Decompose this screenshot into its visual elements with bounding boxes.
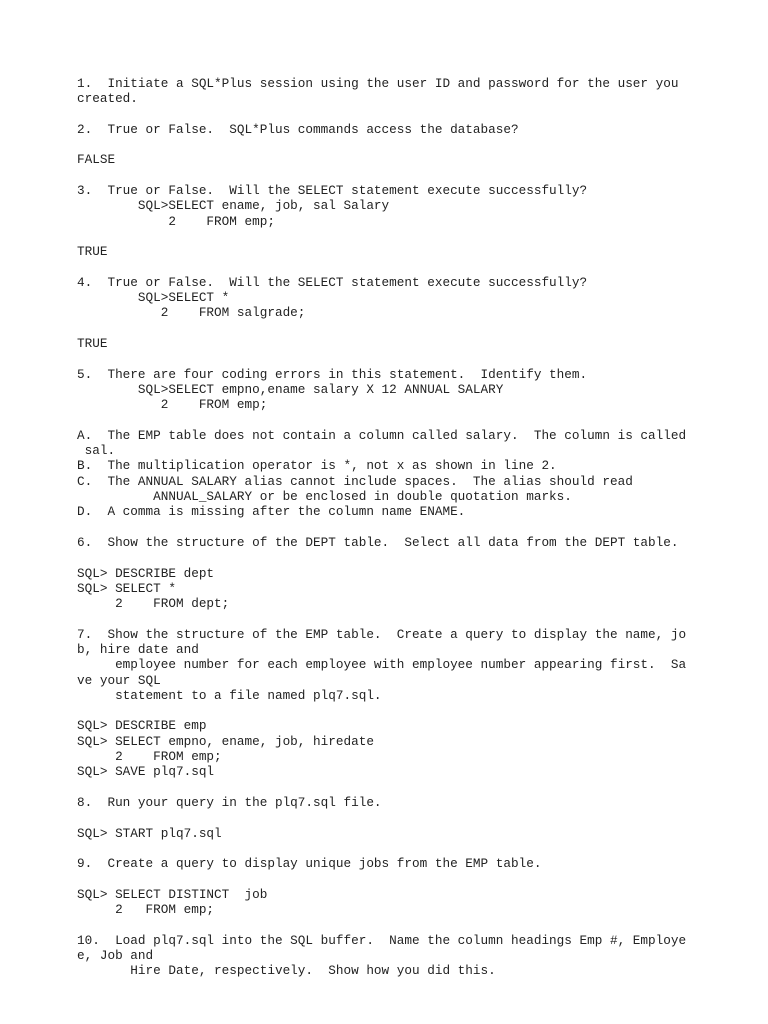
text-line [77, 871, 757, 886]
text-line [77, 260, 757, 275]
text-line [77, 351, 757, 366]
text-line: SQL> SELECT empno, ename, job, hiredate [77, 733, 374, 749]
text-line: 2 FROM salgrade; [77, 305, 306, 321]
text-line: 3. True or False. Will the SELECT statement execute successfully? [77, 183, 588, 199]
text-line: 7. Show the structure of the EMP table. Create a query to display the name, jo [77, 626, 687, 642]
text-line: SQL>SELECT ename, job, sal Salary [77, 198, 390, 214]
text-line: D. A comma is missing after the column name ENAME. [77, 504, 466, 520]
text-line: statement to a file named plq7.sql. [77, 687, 382, 703]
text-line: SQL> SELECT DISTINCT job [77, 886, 268, 902]
text-line [77, 413, 757, 428]
text-line: 6. Show the structure of the DEPT table. Select all data from the DEPT table. [77, 534, 679, 550]
text-line [77, 917, 757, 932]
text-line: SQL> SAVE plq7.sql [77, 764, 215, 780]
text-line: SQL>SELECT empno,ename salary X 12 ANNUAL SALARY [77, 381, 504, 397]
text-line [77, 229, 757, 244]
text-line: ve your SQL [77, 672, 161, 688]
text-line: 5. There are four coding errors in this statement. Identify them. [77, 366, 588, 382]
text-line: Hire Date, respectively. Show how you did this. [77, 963, 496, 979]
text-line [77, 168, 757, 183]
text-line: SQL> DESCRIBE dept [77, 565, 215, 581]
text-line [77, 550, 757, 565]
text-line: SQL> SELECT * [77, 580, 176, 596]
text-line [77, 810, 757, 825]
document-page [77, 76, 757, 979]
text-line: 1. Initiate a SQL*Plus session using the user ID and password for the user you [77, 76, 679, 91]
text-line: TRUE [77, 336, 108, 352]
text-line: SQL> START plq7.sql [77, 825, 222, 841]
text-line [77, 611, 757, 626]
text-line: SQL> DESCRIBE emp [77, 718, 207, 734]
text-line [77, 137, 757, 152]
text-line: 2 FROM emp; [77, 902, 215, 918]
text-line [77, 780, 757, 795]
text-line: TRUE [77, 244, 108, 260]
text-line: 2 FROM emp; [77, 397, 268, 413]
text-line: b, hire date and [77, 641, 199, 657]
text-line [77, 107, 757, 122]
text-line: C. The ANNUAL SALARY alias cannot include spaces. The alias should read [77, 473, 633, 489]
text-line: FALSE [77, 152, 116, 168]
text-line [77, 841, 757, 856]
text-line: B. The multiplication operator is *, not x as shown in line 2. [77, 458, 557, 474]
text-line: 2 FROM dept; [77, 596, 230, 612]
text-line: employee number for each employee with employee number appearing first. Sa [77, 657, 687, 673]
text-line: A. The EMP table does not contain a column called salary. The column is called [77, 427, 687, 443]
text-line: 4. True or False. Will the SELECT statement execute successfully? [77, 274, 588, 290]
text-line: 8. Run your query in the plq7.sql file. [77, 794, 382, 810]
text-line: ANNUAL_SALARY or be enclosed in double quotation marks. [77, 489, 572, 505]
text-line: e, Job and [77, 947, 154, 963]
text-line: created. [77, 91, 138, 107]
text-line: SQL>SELECT * [77, 290, 230, 306]
text-line [77, 703, 757, 718]
text-line [77, 321, 757, 336]
text-line: 10. Load plq7.sql into the SQL buffer. Name the column headings Emp #, Employe [77, 932, 687, 948]
text-line: sal. [77, 443, 116, 459]
text-line: 9. Create a query to display unique jobs from the EMP table. [77, 856, 542, 872]
text-line: 2. True or False. SQL*Plus commands access the database? [77, 121, 519, 137]
text-line: 2 FROM emp; [77, 213, 275, 229]
text-line [77, 520, 757, 535]
text-line: 2 FROM emp; [77, 749, 222, 765]
